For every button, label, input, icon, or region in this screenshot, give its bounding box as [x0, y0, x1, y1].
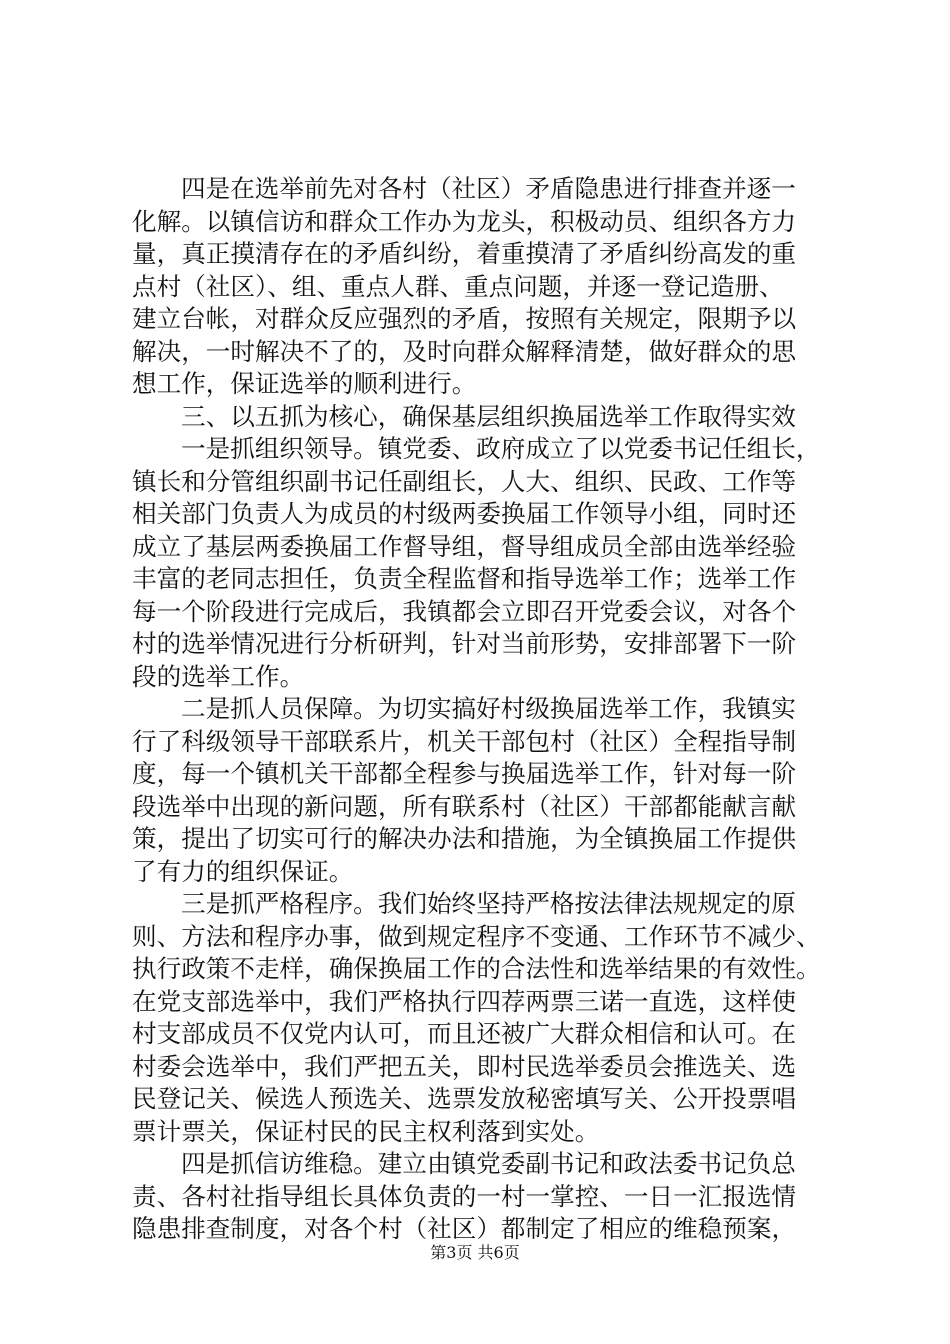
text-line: 量，真正摸清存在的矛盾纠纷，着重摸清了矛盾纠纷高发的重 — [132, 239, 797, 268]
page-footer: 第3页 共6页 — [430, 1243, 520, 1262]
text-line: 村支部成员不仅党内认可，而且还被广大群众相信和认可。在 — [132, 1019, 797, 1048]
text-line: 隐患排查制度，对各个村（社区）都制定了相应的维稳预案， — [132, 1214, 797, 1243]
text-line: 想工作，保证选举的顺利进行。 — [132, 369, 477, 398]
text-line: 建立台帐，对群众反应强烈的矛盾，按照有关规定，限期予以 — [132, 304, 797, 333]
text-line: 相关部门负责人为成员的村级两委换届工作领导小组，同时还 — [132, 499, 797, 528]
text-line: 执行政策不走样，确保换届工作的合法性和选举结果的有效性。 — [132, 954, 821, 983]
text-line: 二是抓人员保障。为切实搞好村级换届选举工作，我镇实 — [181, 694, 796, 723]
text-line: 则、方法和程序办事，做到规定程序不变通、工作环节不减少、 — [132, 921, 821, 951]
text-line: 票计票关，保证村民的民主权利落到实处。 — [132, 1116, 600, 1146]
text-line: 成立了基层两委换届工作督导组，督导组成员全部由选举经验 — [132, 531, 797, 561]
text-line: 一是抓组织领导。镇党委、政府成立了以党委书记任组长， — [181, 434, 821, 463]
text-line: 镇长和分管组织副书记任副组长，人大、组织、民政、工作等 — [132, 466, 797, 496]
text-line: 解决，一时解决不了的，及时向群众解释清楚，做好群众的思 — [132, 336, 797, 366]
text-line: 丰富的老同志担任，负责全程监督和指导选举工作；选举工作 — [132, 564, 797, 593]
text-line: 化解。以镇信访和群众工作办为龙头，积极动员、组织各方力 — [132, 206, 797, 236]
text-line: 四是抓信访维稳。建立由镇党委副书记和政法委书记负总 — [181, 1149, 796, 1178]
text-line: 段选举中出现的新问题，所有联系村（社区）干部都能献言献 — [132, 791, 797, 821]
document-body — [132, 173, 832, 1246]
text-line: 度，每一个镇机关干部都全程参与换届选举工作，针对每一阶 — [132, 759, 797, 788]
text-line: 责、各村社指导组长具体负责的一村一掌控、一日一汇报选情 — [132, 1181, 797, 1211]
text-line: 在党支部选举中，我们严格执行四荐两票三诺一直选，这样使 — [132, 986, 797, 1016]
text-line: 点村（社区）、组、重点人群、重点问题，并逐一登记造册、 — [132, 271, 784, 301]
text-line: 三是抓严格程序。我们始终坚持严格按法律法规规定的原 — [181, 889, 796, 918]
text-line: 民登记关、候选人预选关、选票发放秘密填写关、公开投票唱 — [132, 1084, 797, 1113]
text-line: 四是在选举前先对各村（社区）矛盾隐患进行排查并逐一 — [181, 174, 796, 203]
text-line: 行了科级领导干部联系片，机关干部包村（社区）全程指导制 — [132, 726, 797, 756]
text-line: 村的选举情况进行分析研判，针对当前形势，安排部署下一阶 — [132, 629, 797, 658]
text-line: 村委会选举中，我们严把五关，即村民选举委员会推选关、选 — [132, 1051, 797, 1081]
text-line: 了有力的组织保证。 — [132, 856, 354, 886]
text-line: 段的选举工作。 — [132, 661, 305, 691]
text-line: 每一个阶段进行完成后，我镇都会立即召开党委会议，对各个 — [132, 596, 797, 626]
text-line: 策，提出了切实可行的解决办法和措施，为全镇换届工作提供 — [132, 824, 797, 853]
text-line: 三、以五抓为核心，确保基层组织换届选举工作取得实效 — [181, 401, 796, 431]
